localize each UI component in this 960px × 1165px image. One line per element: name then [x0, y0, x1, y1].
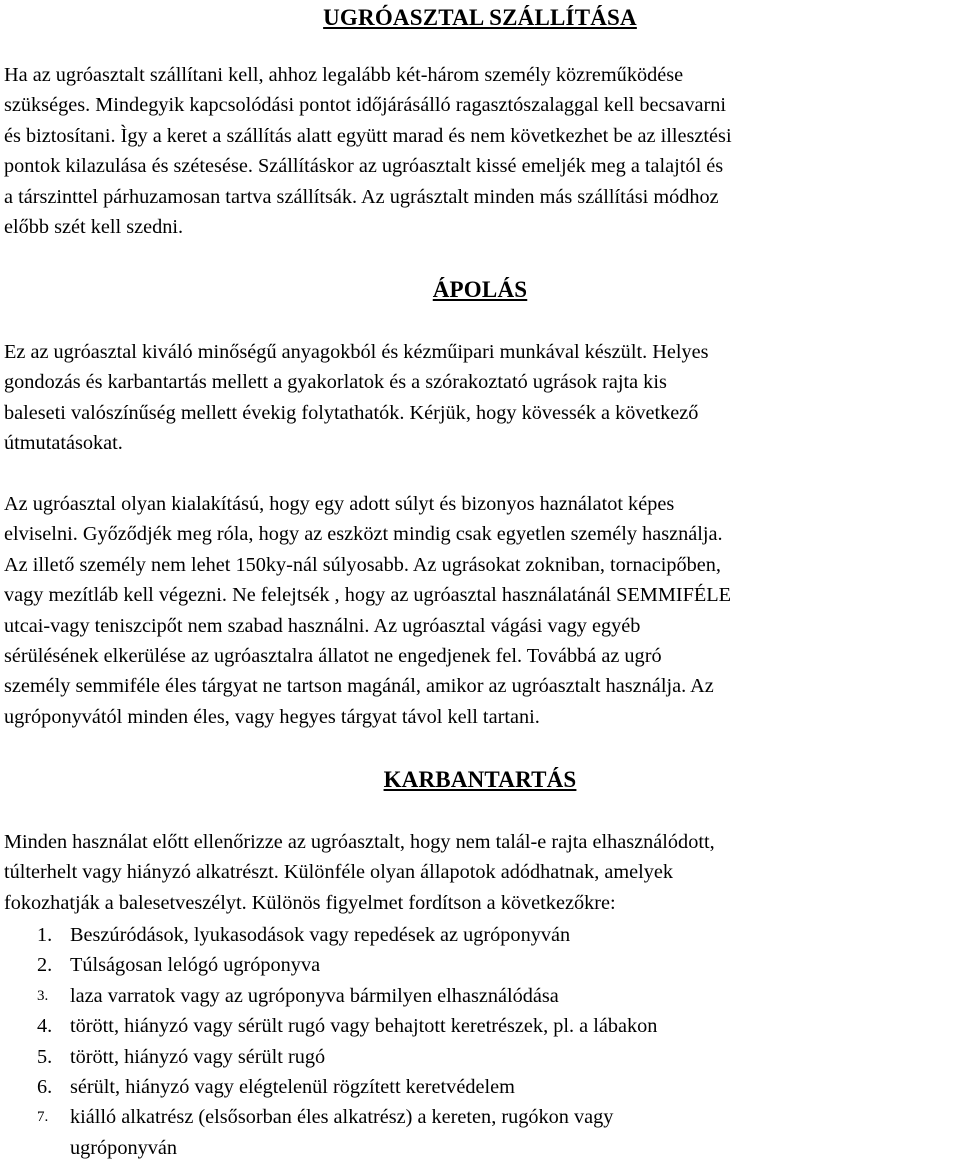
- paragraph-karbantartas: [4, 827, 960, 918]
- text-line: fokozhatják a balesetveszélyt. Különös figyelmet fordítson a következőkre:: [4, 891, 616, 914]
- list-item-continuation: [0, 1133, 960, 1163]
- list-item-text: törött, hiányzó vagy sérült rugó vagy behajtott keretrészek, pl. a lábakon: [70, 1015, 658, 1038]
- text-line: túlterhelt vagy hiányzó alkatrészt. Különféle olyan állapotok adódhatnak, amelyek: [4, 861, 674, 884]
- section-title-karbantartas: KARBANTARTÁS: [383, 767, 577, 792]
- list-item: [0, 920, 960, 950]
- list-item-text: sérült, hiányzó vagy elégtelenül rögzített keretvédelem: [70, 1076, 515, 1099]
- text-line: baleseti valószínűség mellett évekig folytathatók. Kérjük, hogy kövessék a következő: [4, 401, 699, 424]
- text-line: pontok kilazulása és szétesése. Szállításkor az ugróasztalt kissé emeljék meg a talajtól és: [4, 155, 724, 178]
- list-item: [0, 1072, 960, 1102]
- text-line: ugróponyvától minden éles, vagy hegyes tárgyat távol kell tartani.: [4, 705, 540, 728]
- text-line: Ha az ugróasztalt szállítani kell, ahhoz legalább két-három személy közreműködése: [4, 64, 684, 86]
- list-number: 6.: [37, 1076, 53, 1099]
- list-number: 7.: [37, 1109, 49, 1126]
- text-line: elviselni. Győződjék meg róla, hogy az eszközt mindig csak egyetlen személy használja.: [4, 523, 723, 546]
- list-number: 1.: [37, 924, 53, 946]
- paragraph-apolas-2: [4, 489, 960, 732]
- text-line: a társzinttel párhuzamosan tartva szállítsák. Az ugrásztalt minden más szállítási módhoz: [4, 185, 719, 208]
- list-item-text: törött, hiányzó vagy sérült rugó: [70, 1045, 326, 1068]
- text-line: vagy mezítláb kell végezni. Ne felejtsék , hogy az ugróasztal használatánál SEMMIFÉLE: [4, 584, 732, 607]
- list-item: [0, 1011, 960, 1041]
- list-number: 3.: [37, 987, 49, 1004]
- list-number: 2.: [37, 954, 53, 977]
- text-line: szükséges. Mindegyik kapcsolódási pontot időjárásálló ragasztószalaggal kell becsavarni: [4, 94, 727, 117]
- text-line: előbb szét kell szedni.: [4, 216, 184, 239]
- text-line: gondozás és karbantartás mellett a gyakorlatok és a szórakoztató ugrások rajta kis: [4, 371, 667, 394]
- checklist: [0, 920, 960, 1163]
- text-line: sérülésének elkerülése az ugróasztalra állatot ne engedjenek fel. Továbbá az ugró: [4, 645, 662, 668]
- paragraph-apolas-1: [4, 337, 960, 459]
- list-item: [0, 1102, 960, 1132]
- list-item-text: ugróponyván: [70, 1136, 178, 1159]
- text-line: Az ugróasztal olyan kialakítású, hogy egy adott súlyt és bizonyos haználatot képes: [4, 493, 675, 515]
- list-item: [0, 981, 960, 1011]
- list-item: [0, 1042, 960, 1072]
- list-number: 5.: [37, 1045, 53, 1068]
- list-item: [0, 950, 960, 980]
- text-line: utcai-vagy teniszcipőt nem szabad használni. Az ugróasztal vágási vagy egyéb: [4, 614, 641, 637]
- text-line: útmutatásokat.: [4, 432, 123, 455]
- list-number: 4.: [37, 1015, 53, 1038]
- list-item-text: kiálló alkatrész (elsősorban éles alkatrész) a kereten, rugókon vagy: [70, 1106, 614, 1129]
- text-line: Az illető személy nem lehet 150ky-nál súlyosabb. Az ugrásokat zokniban, tornacipőben,: [4, 553, 721, 576]
- paragraph-szallitas: [4, 60, 960, 242]
- list-item-text: Beszúródások, lyukasodások vagy repedések az ugróponyván: [70, 924, 571, 946]
- text-line: Minden használat előtt ellenőrizze az ugróasztalt, hogy nem talál-e rajta elhasználódott,: [4, 831, 715, 853]
- text-line: és biztosítani. Ìgy a keret a szállítás alatt együtt marad és nem következhet be az illesztési: [4, 124, 732, 147]
- section-title-szallitas: UGRÓASZTAL SZÁLLÍTÁSA: [323, 5, 637, 30]
- section-title-apolas: ÁPOLÁS: [432, 277, 528, 302]
- list-item-text: Túlságosan lelógó ugróponyva: [70, 954, 321, 977]
- text-line: személy semmiféle éles tárgyat ne tartson magánál, amikor az ugróasztalt használja. Az: [4, 675, 714, 698]
- list-item-text: laza varratok vagy az ugróponyva bármilyen elhasználódása: [70, 984, 559, 1007]
- text-line: Ez az ugróasztal kiváló minőségű anyagokból és kézműipari munkával készült. Helyes: [4, 341, 709, 363]
